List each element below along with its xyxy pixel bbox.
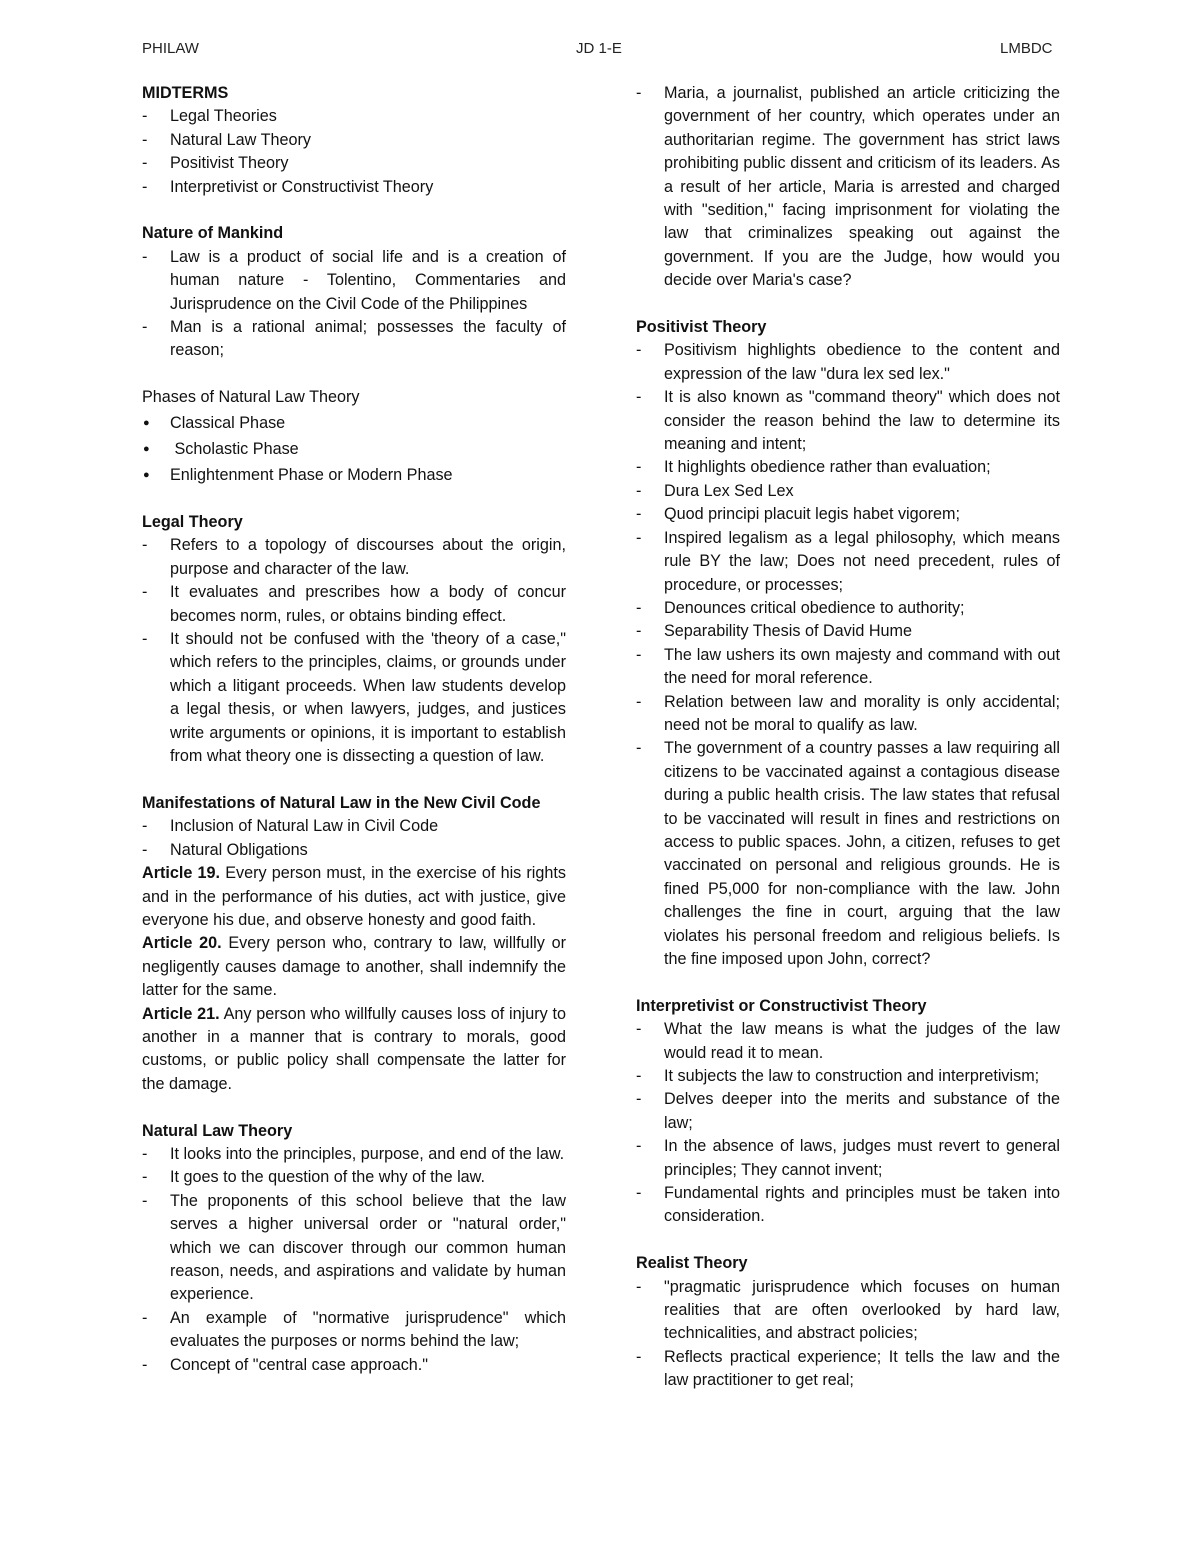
list-item: - The proponents of this school believe that the law serves a higher universal order or "natural order," which we can discover through our common human reason, needs, and aspirations and validate by human experience.: [142, 1190, 566, 1307]
legal-theory-section: [142, 511, 566, 768]
list-item: - Separability Thesis of David Hume: [636, 620, 1060, 643]
natural-law-heading: Natural Law Theory: [142, 1121, 293, 1140]
right-column: [636, 82, 1060, 1416]
positivist-list: [636, 339, 1060, 971]
list-item: - Maria, a journalist, published an article criticizing the government of her country, which operates under an authoritarian regime. The government has strict laws prohibiting public dissent and criticism of its leaders. As a result of her article, Maria is arrested and charged with "sedition," facing imprisonment for violating the law that criminalizes speaking out against the government. If you are the Judge, how would you decide over Maria's case?: [636, 82, 1060, 293]
article-20: [142, 932, 566, 1002]
list-item: - It highlights obedience rather than evaluation;: [636, 456, 1060, 479]
left-column: [142, 82, 566, 1400]
list-item: - Positivist Theory: [142, 152, 566, 175]
realist-list: [636, 1276, 1060, 1393]
interpretivist-section: [636, 995, 1060, 1229]
list-item: - Denounces critical obedience to authority;: [636, 597, 1060, 620]
list-item: - Concept of "central case approach.": [142, 1354, 566, 1377]
interpretivist-list: [636, 1018, 1060, 1229]
midterms-heading: MIDTERMS: [142, 84, 229, 102]
natural-law-list: [142, 1143, 566, 1377]
article-label: Article 19.: [142, 864, 221, 883]
list-item: - Inspired legalism as a legal philosophy, which means rule BY the law; Does not need precedent, rules of procedure, or processes;: [636, 527, 1060, 597]
list-item: - Relation between law and morality is only accidental; need not be moral to qualify as law.: [636, 691, 1060, 738]
phases-heading: Phases of Natural Law Theory: [142, 388, 360, 407]
list-item: - It evaluates and prescribes how a body of concur becomes norm, rules, or obtains binding effect.: [142, 581, 566, 628]
list-item: ● Classical Phase: [142, 410, 566, 436]
phases-list: [142, 410, 566, 488]
list-item: - Quod principi placuit legis habet vigorem;: [636, 503, 1060, 526]
list-item: - Law is a product of social life and is a creation of human nature - Tolentino, Commentaries and Jurisprudence on the Civil Code of the Philippines: [142, 246, 566, 316]
natural-law-section: [142, 1120, 566, 1377]
realist-heading: Realist Theory: [636, 1254, 748, 1273]
list-item: - It should not be confused with the 'theory of a case," which refers to the principles, claims, or grounds under which a litigant proceeds. When law students develop a legal thesis, or when lawyers, judges, and justices write arguments or opinions, it is important to establish from what theory one is dissecting a question of law.: [142, 628, 566, 768]
list-item: - Man is a rational animal; possesses the faculty of reason;: [142, 316, 566, 363]
article-label: Article 20.: [142, 934, 222, 953]
list-item: ● Scholastic Phase: [142, 436, 566, 462]
list-item: - It goes to the question of the why of the law.: [142, 1166, 566, 1189]
list-item: ● Enlightenment Phase or Modern Phase: [142, 462, 566, 488]
midterms-list: [142, 105, 566, 199]
list-item: - Dura Lex Sed Lex: [636, 480, 1060, 503]
list-item: - It is also known as "command theory" which does not consider the reason behind the law to determine its meaning and intent;: [636, 386, 1060, 456]
manifestations-list: [142, 815, 566, 862]
positivist-heading: Positivist Theory: [636, 318, 767, 337]
manifestations-section: [142, 792, 566, 1096]
interpretivist-heading: Interpretivist or Constructivist Theory: [636, 996, 927, 1015]
maria-case-list: [636, 82, 1060, 293]
header-left: PHILAW: [142, 40, 199, 57]
list-item: - Legal Theories: [142, 105, 566, 128]
article-text: Every person must, in the exercise of his rights and in the performance of his duties, act with justice, give everyone his due, and observe honesty and good faith.: [142, 864, 566, 929]
article-label: Article 21.: [142, 1004, 220, 1023]
list-item: - The government of a country passes a law requiring all citizens to be vaccinated against a contagious disease during a public health crisis. The law states that refusal to be vaccinated will result in fines and restrictions on access to public spaces. John, a citizen, refuses to get vaccinated on personal and religious grounds. He is fined P5,000 for non-compliance with the law. John challenges the fine in court, arguing that the law violates his personal freedom and religious beliefs. Is the fine imposed upon John, correct?: [636, 737, 1060, 971]
manifestations-heading: Manifestations of Natural Law in the New Civil Code: [142, 793, 541, 812]
list-item: - The law ushers its own majesty and command with out the need for moral reference.: [636, 644, 1060, 691]
list-item: - Interpretivist or Constructivist Theory: [142, 176, 566, 199]
list-item: - Natural Law Theory: [142, 129, 566, 152]
mankind-list: [142, 246, 566, 363]
list-item: - "pragmatic jurisprudence which focuses on human realities that are often overlooked by hard law, technicalities, and abstract policies;: [636, 1276, 1060, 1346]
maria-case-section: [636, 82, 1060, 293]
midterms-section: [142, 82, 566, 199]
list-item: - It looks into the principles, purpose, and end of the law.: [142, 1143, 566, 1166]
positivist-section: [636, 316, 1060, 971]
list-item: - An example of "normative jurisprudence" which evaluates the purposes or norms behind the law;: [142, 1307, 566, 1354]
mankind-heading: Nature of Mankind: [142, 224, 284, 243]
list-item: - It subjects the law to construction and interpretivism;: [636, 1065, 1060, 1088]
list-item: - Refers to a topology of discourses about the origin, purpose and character of the law.: [142, 534, 566, 581]
list-item: - Inclusion of Natural Law in Civil Code: [142, 815, 566, 838]
article-text: Any person who willfully causes loss of injury to another in a manner that is contrary to morals, good customs, or public policy shall compensate the latter for the damage.: [142, 1004, 566, 1093]
list-item: - Reflects practical experience; It tells the law and the law practitioner to get real;: [636, 1346, 1060, 1393]
list-item: - Fundamental rights and principles must be taken into consideration.: [636, 1182, 1060, 1229]
header-right: LMBDC: [1000, 40, 1053, 57]
article-text: Every person who, contrary to law, willfully or negligently causes damage to another, shall indemnify the latter for the same.: [142, 934, 566, 1000]
realist-section: [636, 1252, 1060, 1392]
list-item: - In the absence of laws, judges must revert to general principles; They cannot invent;: [636, 1135, 1060, 1182]
list-item: - Delves deeper into the merits and substance of the law;: [636, 1088, 1060, 1135]
list-item: - What the law means is what the judges of the law would read it to mean.: [636, 1018, 1060, 1065]
phases-section: [142, 386, 566, 487]
mankind-section: [142, 222, 566, 362]
header-center: JD 1-E: [576, 40, 622, 57]
legal-theory-list: [142, 534, 566, 768]
legal-theory-heading: Legal Theory: [142, 513, 243, 532]
article-21: [142, 1003, 566, 1097]
list-item: - Positivism highlights obedience to the content and expression of the law "dura lex sed lex.": [636, 339, 1060, 386]
list-item: - Natural Obligations: [142, 839, 566, 862]
article-19: [142, 862, 566, 932]
